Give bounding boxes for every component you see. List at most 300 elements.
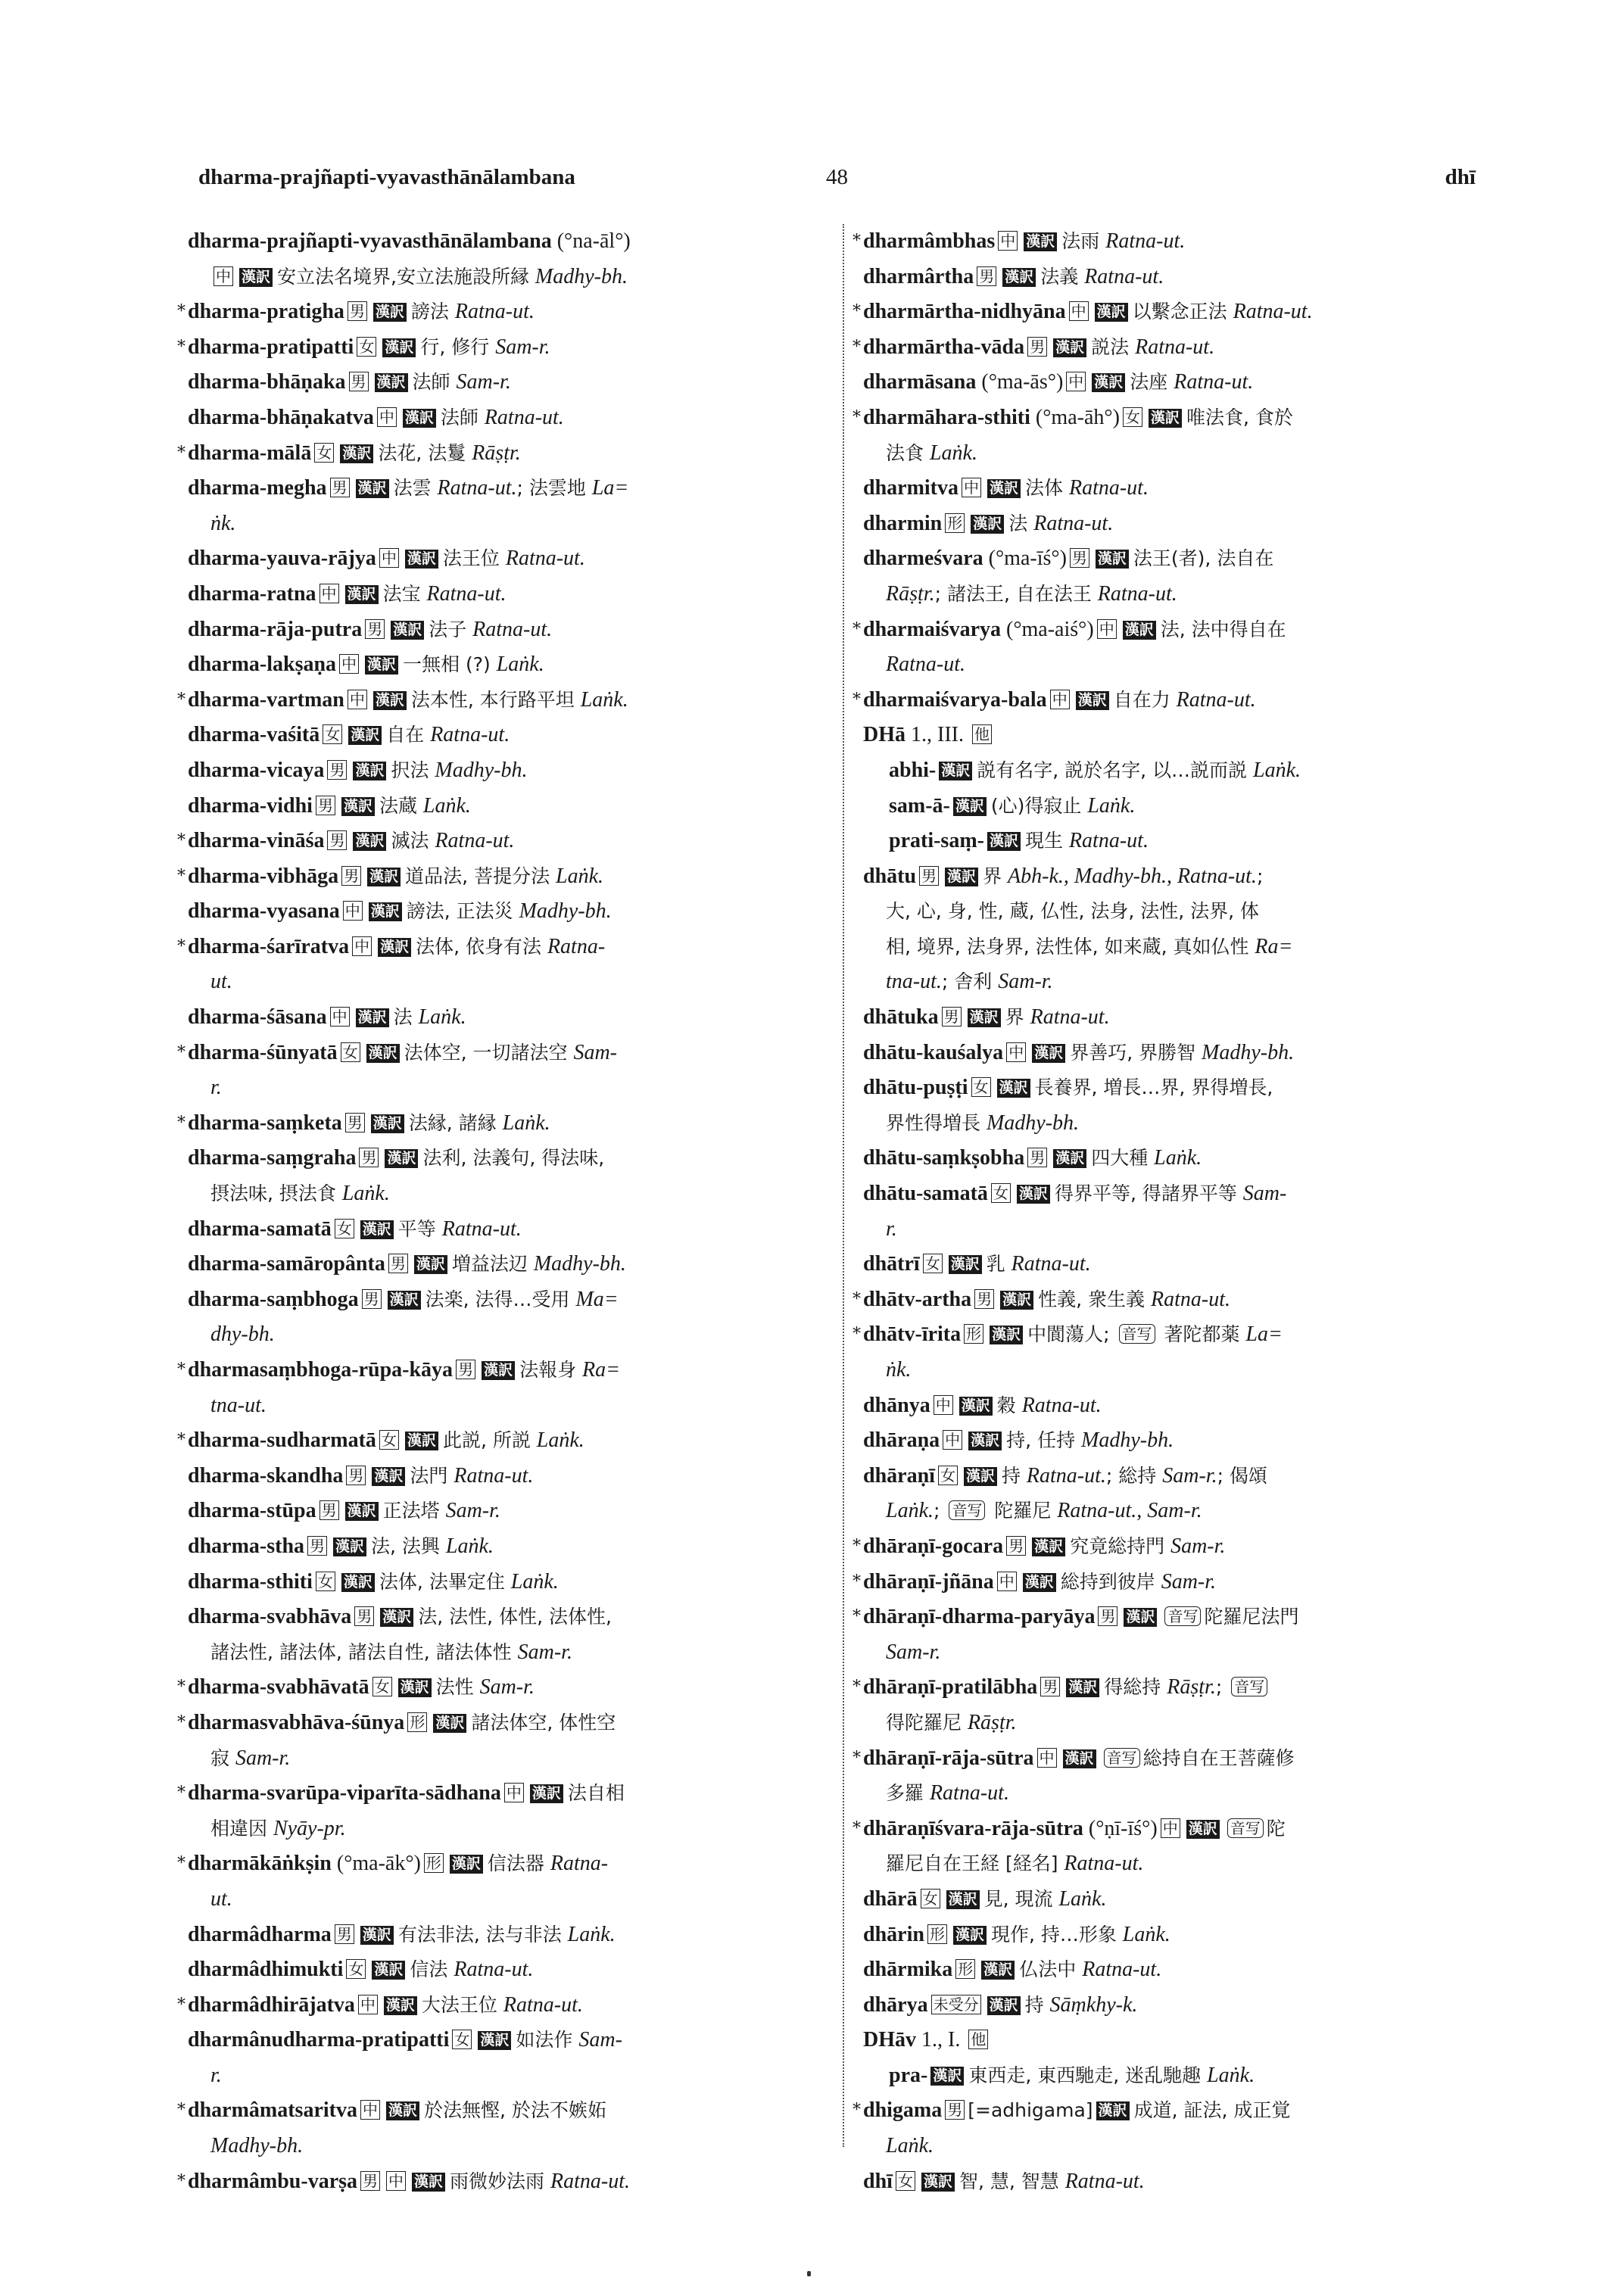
- entry-line: [188, 1706, 831, 1741]
- entry-line: [188, 753, 831, 789]
- dictionary-entry: [863, 541, 1484, 612]
- kanyaku-label: 漢訳: [405, 550, 438, 569]
- source-ref: ṅk.: [886, 1358, 912, 1382]
- entry-line: [863, 471, 1484, 506]
- dictionary-entry: [188, 1459, 831, 1494]
- gloss: 法性: [435, 1676, 480, 1699]
- entry-line: [188, 2164, 831, 2200]
- onsha-label: 音写: [949, 1500, 985, 1520]
- gloss: 法子: [429, 618, 473, 640]
- grammar-badge: 男: [1070, 548, 1089, 568]
- source-ref: Ratna-ut.: [1021, 1393, 1102, 1417]
- star-marker: *: [853, 619, 861, 639]
- entry-line: [188, 1776, 831, 1812]
- gloss: 法蔵: [379, 794, 423, 817]
- gloss: 成道, 証法, 成正覚: [1133, 2099, 1291, 2122]
- source-ref: Ratna-ut.: [1233, 300, 1313, 324]
- grammar-badge: 男: [1027, 337, 1047, 357]
- entry-line: [863, 1282, 1484, 1318]
- grammar-badge: 女: [971, 1077, 991, 1097]
- source-ref: Ratna-ut.: [886, 653, 965, 677]
- entry-line: [188, 1565, 831, 1600]
- star-marker: *: [853, 232, 861, 251]
- entry-line: [863, 612, 1484, 648]
- entry-line: [188, 471, 831, 506]
- headword: dhāraṇī-jñāna: [863, 1569, 994, 1594]
- gloss: 説法: [1091, 335, 1136, 358]
- gloss: ;: [1215, 1676, 1229, 1699]
- dictionary-entry: [853, 1565, 1484, 1600]
- footer-mark: [807, 2271, 811, 2276]
- dictionary-entry: [188, 400, 831, 436]
- entry-continuation: [863, 577, 1484, 612]
- star-marker: *: [177, 866, 185, 886]
- gloss: [=adhigama]: [968, 2099, 1093, 2122]
- entry-line: [863, 330, 1484, 366]
- grammar-badge: 中: [377, 407, 397, 427]
- star-marker: *: [177, 936, 185, 956]
- grammar-badge: 男: [977, 266, 996, 286]
- entry-continuation: [188, 1812, 831, 1847]
- gloss: 総持到彼岸: [1060, 1570, 1161, 1593]
- source-ref: ut.: [210, 970, 232, 994]
- entry-line: [188, 824, 831, 859]
- grammar-badge: 中: [1006, 1042, 1026, 1062]
- headword: dharmāhara-sthiti: [863, 405, 1030, 429]
- gloss: 得総持: [1104, 1676, 1167, 1699]
- headword: dharma-yauva-rājya: [188, 547, 376, 571]
- star-marker: *: [853, 1325, 861, 1344]
- star-marker: *: [177, 1431, 185, 1450]
- star-marker: *: [853, 1818, 861, 1838]
- kanyaku-label: 漢訳: [239, 268, 273, 287]
- gloss: 中閬蕩人;: [1027, 1323, 1116, 1346]
- source-ref: Ratna-ut.: [505, 547, 585, 571]
- entry-line: [188, 1494, 831, 1529]
- gloss: 仏法中: [1019, 1958, 1083, 1981]
- dictionary-entry: [863, 1176, 1484, 1247]
- headword: dharma-sudharmatā: [188, 1428, 376, 1453]
- source-ref: Ratna-ut.: [454, 1958, 534, 1982]
- entry-line: [863, 1600, 1484, 1635]
- grammar-badge: 男: [1027, 1148, 1047, 1167]
- dictionary-entry: [863, 2023, 1484, 2058]
- headword: dhātv-īrita: [863, 1323, 962, 1347]
- gloss: 持, 任持: [1006, 1429, 1082, 1452]
- gloss: 一無相 (?): [403, 653, 497, 676]
- dictionary-entry: [853, 1282, 1484, 1318]
- grammar-badge: 未受分: [931, 1995, 981, 2014]
- grammar-badge: 中: [320, 584, 339, 603]
- source-ref: Laṅk.: [929, 441, 977, 465]
- page-header: [198, 165, 1476, 195]
- gloss: 法体, 依身有法: [416, 935, 547, 958]
- kanyaku-label: 漢訳: [987, 1996, 1021, 2015]
- gloss: 法利, 法義句, 得法味,: [422, 1147, 605, 1170]
- kanyaku-label: 漢訳: [478, 2031, 511, 2050]
- kanyaku-label: 漢訳: [353, 832, 386, 851]
- headword: dharma-bhāṇakatva: [188, 405, 374, 429]
- kanyaku-label: 漢訳: [403, 409, 436, 428]
- dictionary-entry: [188, 1600, 831, 1670]
- grammar-badge: 男: [945, 2100, 965, 2120]
- kanyaku-label: 漢訳: [384, 1996, 417, 2015]
- dictionary-entry: [188, 718, 831, 753]
- entry-continuation: [863, 1353, 1484, 1388]
- dictionary-entry: [188, 2023, 831, 2093]
- source-ref: Ratna-ut.: [1097, 581, 1177, 606]
- source-ref: r.: [886, 1217, 897, 1241]
- grammar-badge: 男: [346, 1466, 366, 1485]
- headword: dharma-vaśitā: [188, 723, 320, 747]
- dictionary-entry: [853, 1741, 1484, 1812]
- source-ref: Sam-r.: [886, 1640, 941, 1664]
- source-ref: Ratna-ut.: [437, 476, 517, 500]
- source-ref: Ratna-ut.: [503, 1992, 583, 2017]
- entry-line: [863, 1388, 1484, 1424]
- grammar-badge: 男: [360, 2171, 380, 2191]
- entry-continuation: [863, 1212, 1484, 1248]
- gloss: 性義, 衆生義: [1038, 1288, 1151, 1310]
- headword: sam-ā-: [889, 793, 950, 818]
- grammar-badge: 中: [348, 690, 367, 709]
- source-ref: Madhy-bh.: [1202, 1040, 1295, 1064]
- grammar-badge: 中: [343, 901, 363, 921]
- grammar-badge: 女: [335, 1219, 354, 1238]
- star-marker: *: [177, 831, 185, 851]
- gloss: 自在: [386, 724, 431, 746]
- gloss: 多羅: [886, 1782, 930, 1805]
- headword: dharma-ratna: [188, 581, 316, 606]
- gloss: ; 舎利: [941, 970, 999, 993]
- entry-line: [863, 718, 1484, 753]
- grammar-badge: 中: [934, 1395, 953, 1415]
- dictionary-entry: [177, 1776, 831, 1846]
- kanyaku-label: 漢訳: [921, 2173, 955, 2192]
- entry-line: [863, 1247, 1484, 1282]
- kanyaku-label: 漢訳: [981, 1961, 1015, 1980]
- gloss: 法食: [886, 441, 930, 464]
- grammar-badge: 中: [386, 2171, 406, 2191]
- source-ref: Sam-r.: [1170, 1534, 1226, 1558]
- kanyaku-label: 漢訳: [990, 1326, 1023, 1344]
- source-ref: Sāṃkhy-k.: [1049, 1992, 1138, 2017]
- grammar-badge: 中: [330, 1007, 350, 1027]
- entry-line: [863, 1988, 1484, 2024]
- source-ref: Madhy-bh.: [519, 899, 612, 924]
- entry-line: [863, 1918, 1484, 1953]
- grammar-badge: 中: [339, 654, 359, 674]
- source-ref: Ra=: [582, 1358, 621, 1382]
- entry-line: [188, 1918, 831, 1953]
- gloss: 法自相: [567, 1782, 625, 1805]
- kanyaku-label: 漢訳: [367, 868, 401, 886]
- entry-continuation: [863, 1106, 1484, 1142]
- source-ref: Sam-r.: [517, 1640, 572, 1664]
- headword: dharma-rāja-putra: [188, 617, 363, 641]
- headword: dharmārtha-vāda: [863, 335, 1025, 359]
- gloss: 智, 慧, 智慧: [959, 2170, 1065, 2192]
- source-ref: Sam-r.: [1161, 1569, 1217, 1594]
- dictionary-entry: [188, 541, 831, 577]
- grammar-badge: 女: [1123, 407, 1142, 427]
- grammar-badge: 形: [407, 1712, 427, 1732]
- gloss: 諸法性, 諸法体, 諸法自性, 諸法体性: [210, 1640, 518, 1663]
- kanyaku-label: 漢訳: [382, 338, 416, 357]
- grammar-badge: 中: [1097, 619, 1117, 639]
- source-ref: Ratna-ut.: [1030, 1005, 1110, 1030]
- gloss: 自在力: [1113, 688, 1177, 711]
- source-ref: Ratna-ut.: [435, 829, 515, 853]
- gloss: 信法: [410, 1958, 454, 1981]
- onsha-label: 音写: [1227, 1818, 1264, 1838]
- kanyaku-label: 漢訳: [530, 1784, 563, 1803]
- headword: dharmāsana: [863, 370, 977, 394]
- grammar-badge: 他: [972, 724, 992, 744]
- kanyaku-label: 漢訳: [953, 797, 987, 816]
- kanyaku-label: 漢訳: [1024, 232, 1057, 251]
- dictionary-entry: [188, 894, 831, 930]
- star-marker: *: [853, 690, 861, 709]
- headword: dharmin: [863, 511, 943, 535]
- headword: dhārin: [863, 1922, 924, 1946]
- source-ref: Laṅk.: [502, 1111, 550, 1135]
- entry-line: [863, 753, 1484, 789]
- source-ref: Sam-: [578, 2028, 622, 2052]
- headword: dhātv-artha: [863, 1287, 972, 1311]
- entry-line: [863, 1070, 1484, 1106]
- entry-line: [863, 2023, 1484, 2058]
- grammar-badge: 形: [424, 1853, 444, 1873]
- onsha-label: 音写: [1231, 1677, 1267, 1696]
- source-ref: Laṅk.: [510, 1569, 559, 1594]
- entry-continuation: [188, 506, 831, 542]
- headword: dhārā: [863, 1886, 918, 1911]
- dictionary-entry: [188, 1918, 831, 1953]
- headword: dhāraṇī-dharma-paryāya: [863, 1605, 1096, 1629]
- entry-continuation: [863, 2129, 1484, 2164]
- grammar-badge: 女: [346, 1959, 366, 1979]
- entry-line: [863, 1000, 1484, 1036]
- kanyaku-label: 漢訳: [1096, 2101, 1130, 2120]
- gloss: 現生: [1025, 830, 1069, 852]
- headword: dharma-vibhāga: [188, 864, 339, 888]
- entry-line: [188, 1282, 831, 1318]
- gloss: 如法作: [516, 2029, 579, 2052]
- entry-line: [863, 224, 1484, 260]
- gloss: 法体, 法畢定住: [379, 1570, 511, 1593]
- kanyaku-label: 漢訳: [1124, 1608, 1157, 1627]
- gloss: 陀羅尼: [988, 1500, 1058, 1522]
- source-ref: Sam-: [573, 1040, 617, 1064]
- dictionary-entry: [188, 1529, 831, 1565]
- gloss: 法雲: [393, 477, 438, 500]
- source-ref: Sam-r.: [495, 335, 550, 359]
- source-ref: Madhy-bh.: [535, 264, 628, 288]
- gloss: 謗法, 正法災: [406, 900, 519, 923]
- source-ref: Rāṣṭr.: [967, 1710, 1017, 1734]
- kanyaku-label: 漢訳: [968, 1432, 1002, 1450]
- star-marker: *: [177, 690, 185, 709]
- gloss: 信法器: [487, 1852, 550, 1875]
- source-ref: Nyāy-pr.: [273, 1816, 346, 1840]
- dictionary-entry: [188, 365, 831, 400]
- entry-continuation: [863, 894, 1484, 930]
- dictionary-entry: [188, 471, 831, 541]
- kanyaku-label: 漢訳: [971, 515, 1004, 534]
- kanyaku-label: 漢訳: [340, 444, 373, 463]
- grammar-badge: 女: [314, 443, 334, 463]
- headword: dhāraṇī-pratilābha: [863, 1675, 1038, 1699]
- gloss: ; 総持: [1105, 1464, 1163, 1487]
- headword: dharma-saṃgraha: [188, 1146, 357, 1170]
- gloss: 乳: [986, 1253, 1011, 1276]
- dictionary-entry: [853, 612, 1484, 683]
- headword: dharma-prajñapti-vyavasthānālambana: [188, 229, 552, 253]
- entry-line: [863, 365, 1484, 400]
- gloss: 究竟総持門: [1070, 1534, 1171, 1557]
- headword: dharma-vicaya: [188, 758, 325, 782]
- entry-line: [863, 1459, 1484, 1494]
- kanyaku-label: 漢訳: [386, 2101, 419, 2120]
- headword: dharmâdharma: [188, 1922, 332, 1946]
- source-ref: Ratna-ut.: [1105, 229, 1186, 253]
- gloss: 此説, 所説: [442, 1429, 537, 1452]
- kanyaku-label: 漢訳: [1066, 1678, 1099, 1697]
- headword: dhāraṇī-gocara: [863, 1534, 1004, 1558]
- entry-line: [863, 1812, 1484, 1847]
- kanyaku-label: 漢訳: [964, 1467, 997, 1486]
- source-ref: Laṅk.: [445, 1534, 494, 1558]
- dictionary-entry: [863, 789, 1484, 824]
- source-ref: Madhy-bh.: [210, 2134, 304, 2158]
- gloss: 択法: [391, 759, 435, 781]
- kanyaku-label: 漢訳: [1017, 1185, 1050, 1204]
- gloss: 界: [983, 865, 1008, 887]
- entry-line: [188, 365, 831, 400]
- dictionary-entry: [863, 1918, 1484, 1953]
- entry-line: [863, 789, 1484, 824]
- source-ref: dhy-bh.: [210, 1323, 275, 1347]
- kanyaku-label: 漢訳: [939, 762, 972, 780]
- gloss: ; 諸法王, 自在法王: [934, 582, 1098, 605]
- grammar-badge: 中: [1161, 1818, 1180, 1838]
- gloss: 法楽, 法得…受用: [425, 1288, 576, 1310]
- star-marker: *: [177, 1784, 185, 1803]
- dictionary-entry: [177, 1988, 831, 2024]
- source-ref: Rāṣṭr.: [886, 581, 935, 606]
- kanyaku-label: 漢訳: [482, 1361, 515, 1380]
- entry-line: [188, 577, 831, 612]
- kanyaku-label: 漢訳: [953, 1926, 987, 1945]
- entry-line: [863, 859, 1484, 895]
- root-note: (°ma-āh°): [1030, 405, 1120, 429]
- gloss: 法, 法興: [371, 1534, 446, 1557]
- headword: dhātu-saṃkṣobha: [863, 1146, 1025, 1170]
- headword: DHāv: [863, 2028, 916, 2052]
- source-ref: Ratna-ut.: [1150, 1287, 1230, 1311]
- kanyaku-label: 漢訳: [375, 373, 408, 392]
- entry-line: [863, 1176, 1484, 1212]
- entry-line: [863, 294, 1484, 330]
- gloss: 法体空, 一切諸法空: [404, 1041, 574, 1064]
- gloss: 界善巧, 界勝智: [1070, 1041, 1202, 1064]
- kanyaku-label: 漢訳: [1076, 691, 1109, 710]
- grammar-badge: 中: [358, 1995, 378, 2014]
- dictionary-entry: [863, 1247, 1484, 1282]
- entry-line: [863, 1141, 1484, 1176]
- source-ref: Ratna-ut.: [1026, 1463, 1106, 1488]
- kanyaku-label: 漢訳: [959, 1397, 993, 1416]
- entry-line: [863, 1565, 1484, 1600]
- kanyaku-label: 漢訳: [968, 1008, 1001, 1027]
- gloss: 行, 修行: [420, 335, 496, 358]
- gloss: 摂法味, 摂法食: [210, 1182, 342, 1205]
- grammar-badge: 男: [388, 1254, 408, 1273]
- headword: dharma-bhāṇaka: [188, 370, 346, 394]
- source-ref: Ra=: [1255, 934, 1293, 958]
- entry-line: [188, 1141, 831, 1176]
- kanyaku-label: 漢訳: [1023, 1573, 1056, 1592]
- grammar-badge: 形: [964, 1324, 983, 1344]
- entry-line: [188, 1846, 831, 1882]
- headword: DHā: [863, 723, 906, 747]
- dictionary-entry: [853, 683, 1484, 718]
- source-ref: Laṅk.: [556, 864, 604, 888]
- entry-line: [863, 541, 1484, 577]
- entry-line: [863, 400, 1484, 436]
- headword: dharmitva: [863, 476, 959, 500]
- dictionary-entry: [863, 2164, 1484, 2200]
- kanyaku-label: 漢訳: [987, 832, 1021, 851]
- source-ref: ṅk.: [210, 511, 236, 535]
- source-ref: Laṅk.: [1253, 758, 1301, 782]
- grammar-badge: 女: [921, 1889, 940, 1908]
- dictionary-entry: [188, 1000, 831, 1036]
- star-marker: *: [853, 1678, 861, 1697]
- gloss: 法報身: [519, 1359, 583, 1381]
- entry-line: [863, 1670, 1484, 1706]
- grammar-badge: 男: [1040, 1677, 1060, 1696]
- grammar-badge: 男: [348, 301, 367, 321]
- gloss: 界性得増長: [886, 1111, 987, 1134]
- entry-line: [863, 506, 1484, 542]
- kanyaku-label: 漢訳: [405, 1432, 438, 1450]
- source-ref: Laṅk.: [580, 687, 628, 712]
- headword: dhāraṇī: [863, 1463, 935, 1488]
- onsha-label: 音写: [1164, 1606, 1201, 1626]
- gloss: 持: [1024, 1993, 1050, 2016]
- grammar-badge: 男: [345, 1113, 365, 1132]
- gloss: 於法無慳, 於法不嫉妬: [424, 2099, 606, 2122]
- gloss: 雨微妙法雨: [450, 2170, 550, 2192]
- gloss: 見, 現流: [983, 1887, 1059, 1910]
- dictionary-entry: [863, 471, 1484, 506]
- star-marker: *: [177, 1360, 185, 1379]
- kanyaku-label: 漢訳: [997, 1079, 1030, 1098]
- headword: dharmâmbu-varṣa: [188, 2169, 358, 2193]
- source-ref: Abh-k., Madhy-bh., Ratna-ut.: [1008, 864, 1257, 888]
- source-ref: Ratna-ut.: [1135, 335, 1215, 359]
- dictionary-entry: [188, 647, 831, 683]
- kanyaku-label: 漢訳: [333, 1537, 366, 1556]
- entry-line: [188, 1423, 831, 1459]
- kanyaku-label: 漢訳: [1000, 1291, 1033, 1310]
- kanyaku-label: 漢訳: [1095, 303, 1128, 322]
- source-ref: Sam-r.: [1162, 1463, 1217, 1488]
- grammar-badge: 男: [365, 619, 385, 639]
- headword: dharma-mālā: [188, 441, 312, 465]
